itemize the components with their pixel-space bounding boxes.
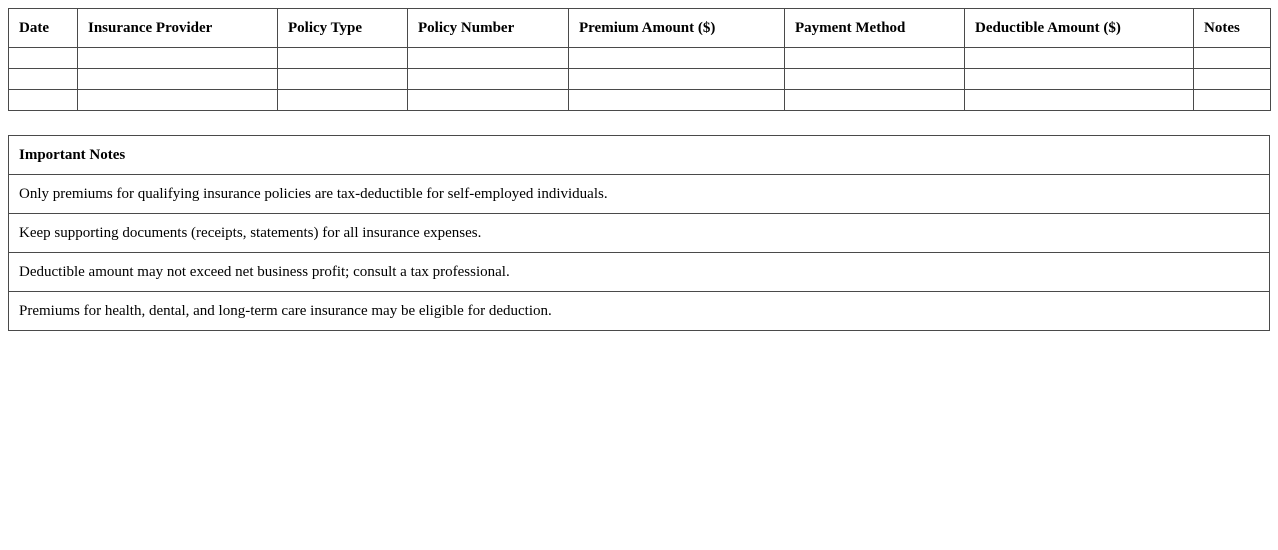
cell-deductible-amount[interactable] <box>965 48 1194 69</box>
cell-date[interactable] <box>9 90 78 111</box>
cell-date[interactable] <box>9 69 78 90</box>
cell-notes[interactable] <box>1194 48 1271 69</box>
note-item: Only premiums for qualifying insurance policies are tax-deductible for self-employed individuals. <box>9 175 1270 214</box>
cell-insurance-provider[interactable] <box>78 90 278 111</box>
cell-policy-type[interactable] <box>278 48 408 69</box>
cell-premium-amount[interactable] <box>569 90 785 111</box>
cell-deductible-amount[interactable] <box>965 69 1194 90</box>
important-notes-table <box>8 135 1270 331</box>
table-row <box>9 48 1271 69</box>
cell-premium-amount[interactable] <box>569 69 785 90</box>
column-header-policy-type: Policy Type <box>278 9 408 48</box>
cell-insurance-provider[interactable] <box>78 69 278 90</box>
column-header-policy-number: Policy Number <box>408 9 569 48</box>
cell-policy-number[interactable] <box>408 69 569 90</box>
cell-deductible-amount[interactable] <box>965 90 1194 111</box>
cell-notes[interactable] <box>1194 90 1271 111</box>
column-header-deductible-amount: Deductible Amount ($) <box>965 9 1194 48</box>
cell-notes[interactable] <box>1194 69 1271 90</box>
cell-policy-type[interactable] <box>278 69 408 90</box>
table-row <box>9 90 1271 111</box>
cell-date[interactable] <box>9 48 78 69</box>
note-item: Deductible amount may not exceed net business profit; consult a tax professional. <box>9 253 1270 292</box>
cell-payment-method[interactable] <box>785 48 965 69</box>
note-row <box>9 175 1270 214</box>
note-row <box>9 253 1270 292</box>
notes-heading-row <box>9 136 1270 175</box>
note-item: Premiums for health, dental, and long-term care insurance may be eligible for deduction. <box>9 292 1270 331</box>
note-row <box>9 292 1270 331</box>
cell-policy-type[interactable] <box>278 90 408 111</box>
cell-insurance-provider[interactable] <box>78 48 278 69</box>
note-item: Keep supporting documents (receipts, statements) for all insurance expenses. <box>9 214 1270 253</box>
table-row <box>9 69 1271 90</box>
cell-policy-number[interactable] <box>408 48 569 69</box>
cell-payment-method[interactable] <box>785 90 965 111</box>
insurance-expense-log-table <box>8 8 1271 111</box>
cell-policy-number[interactable] <box>408 90 569 111</box>
header-row <box>9 9 1271 48</box>
column-header-insurance-provider: Insurance Provider <box>78 9 278 48</box>
important-notes-heading: Important Notes <box>9 136 1270 175</box>
cell-payment-method[interactable] <box>785 69 965 90</box>
column-header-payment-method: Payment Method <box>785 9 965 48</box>
column-header-date: Date <box>9 9 78 48</box>
column-header-notes: Notes <box>1194 9 1271 48</box>
column-header-premium-amount: Premium Amount ($) <box>569 9 785 48</box>
note-row <box>9 214 1270 253</box>
cell-premium-amount[interactable] <box>569 48 785 69</box>
